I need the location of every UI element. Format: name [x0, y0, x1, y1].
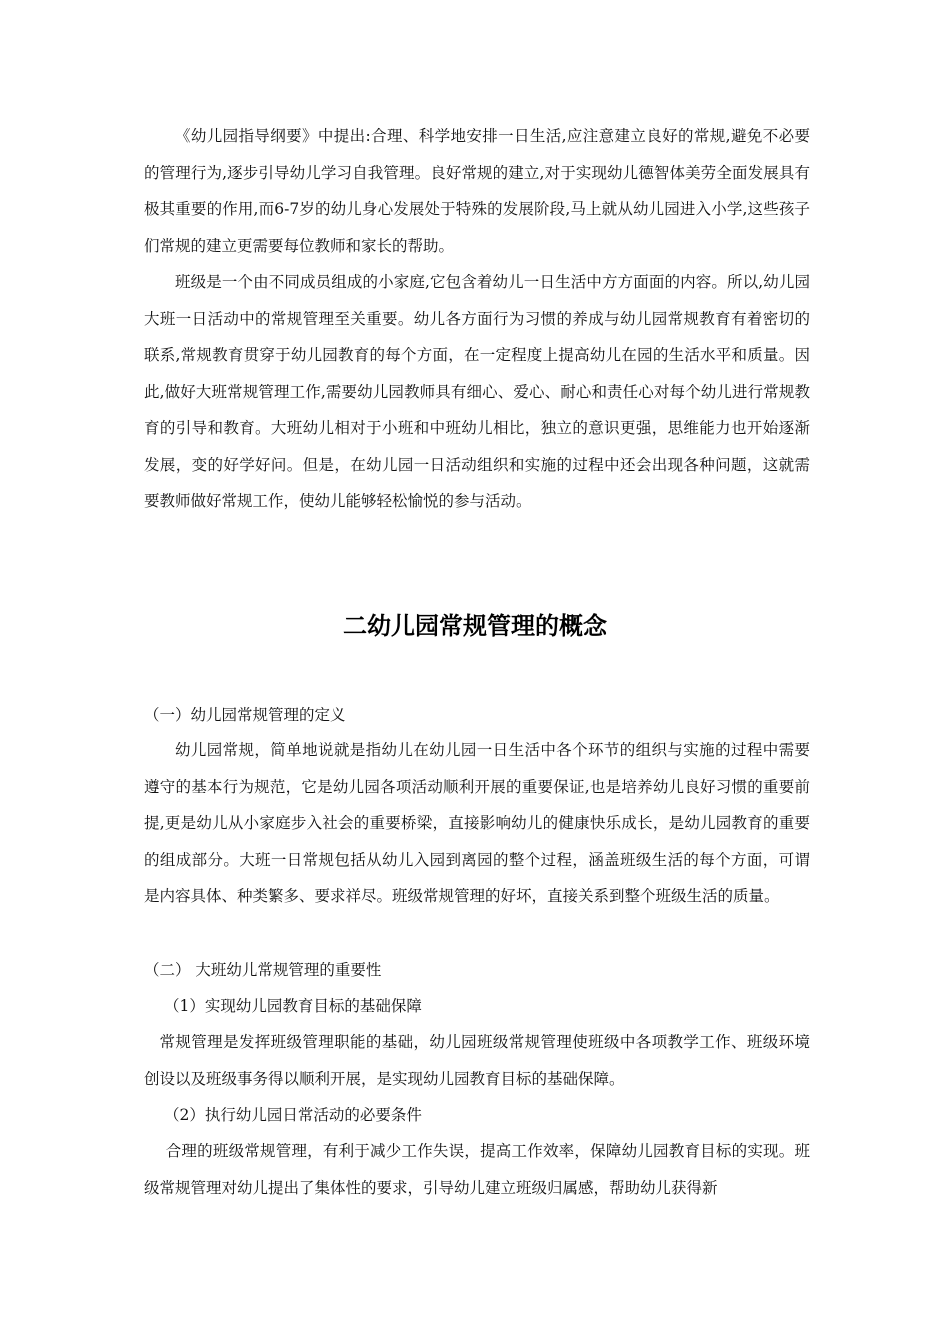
section-title: 二幼儿园常规管理的概念 [343, 612, 607, 640]
item-2-heading: （2）执行幼儿园日常活动的必要条件 [164, 1106, 422, 1124]
subsection-1-paragraph: 幼儿园常规，简单地说就是指幼儿在幼儿园一日生活中各个环节的组织与实施的过程中需要遵守的基本行为规范，它是幼儿园各项活动顺利开展的重要保证,也是培养幼儿良好习惯的重要前提,更是幼儿从小家庭步入社会的重要桥梁，直接影响幼儿的健康快乐成长，是幼儿园教育的重要的组成部分。大班一日常规包括从幼儿入园到离园的整个过程，涵盖班级生活的每个方面，可谓是内容具体、种类繁多、要求祥尽。班级常规管理的好坏，直接关系到整个班级生活的质量。 [144, 741, 810, 905]
item-1-paragraph: 常规管理是发挥班级管理职能的基础，幼儿园班级常规管理使班级中各项教学工作、班级环境创设以及班级事务得以顺利开展，是实现幼儿园教育目标的基础保障。 [144, 1033, 810, 1088]
subsection-2-heading: （二） 大班幼儿常规管理的重要性 [144, 961, 382, 979]
item-1-heading: （1）实现幼儿园教育目标的基础保障 [164, 997, 422, 1015]
item-2-paragraph: 合理的班级常规管理，有利于减少工作失误，提高工作效率，保障幼儿园教育目标的实现。班级常规管理对幼儿提出了集体性的要求，引导幼儿建立班级归属感，帮助幼儿获得新 [144, 1142, 810, 1197]
intro-paragraph-2: 班级是一个由不同成员组成的小家庭,它包含着幼儿一日生活中方方面面的内容。所以,幼儿园大班一日活动中的常规管理至关重要。幼儿各方面行为习惯的养成与幼儿园常规教育有着密切的联系,常规教育贯穿于幼儿园教育的每个方面，在一定程度上提高幼儿在园的生活水平和质量。因此,做好大班常规管理工作,需要幼儿园教师具有细心、爱心、耐心和责任心对每个幼儿进行常规教育的引导和教育。大班幼儿相对于小班和中班幼儿相比，独立的意识更强，思维能力也开始逐渐发展，变的好学好问。但是，在幼儿园一日活动组织和实施的过程中还会出现各种问题，这就需要教师做好常规工作，使幼儿能够轻松愉悦的参与活动。 [144, 273, 810, 510]
intro-paragraph-1: 《幼儿园指导纲要》中提出:合理、科学地安排一日生活,应注意建立良好的常规,避免不必要的管理行为,逐步引导幼儿学习自我管理。良好常规的建立,对于实现幼儿德智体美劳全面发展具有极其重要的作用,而6-7岁的幼儿身心发展处于特殊的发展阶段,马上就从幼儿园进入小学,这些孩子们常规的建立更需要每位教师和家长的帮助。 [144, 127, 810, 255]
subsection-1-heading: （一）幼儿园常规管理的定义 [144, 706, 346, 724]
